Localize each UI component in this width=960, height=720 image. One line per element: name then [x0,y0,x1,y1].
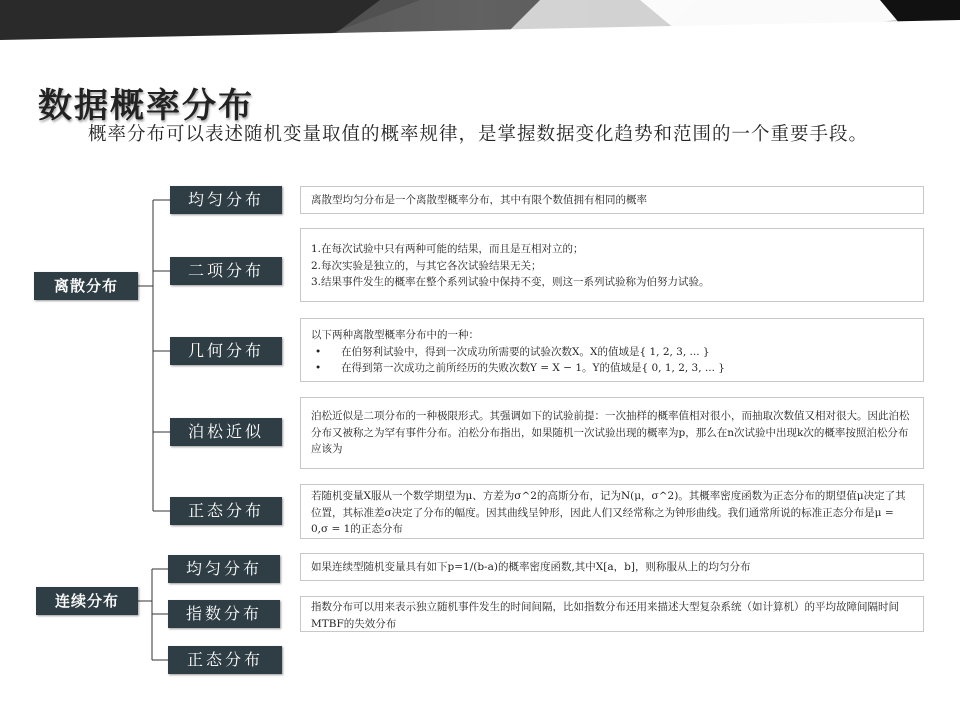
desc-poisson [300,397,924,469]
desc-text: 泊松近似是二项分布的一种极限形式。其强调如下的试验前提：一次抽样的概率值相对很小，而抽取次数值又相对很大。因此泊松分布又被称之为罕有事件分布。泊松分布指出，如果随机一次试验出现的概率为p，那么在n次试验中出现k次的概率按照泊松分布应该为 [311,410,910,455]
desc-continuous-uniform [300,553,924,581]
page-title: 数据概率分布 [38,86,254,126]
desc-intro: 以下两种离散型概率分布中的一种： [311,329,479,341]
category-discrete: 离散分布 [34,272,138,300]
bullet-item: • 在得到第一次成功之前所经历的失败次数Y = X − 1。Y的值域是{ 0, 1, 2, 3, ... } [311,360,913,377]
dist-continuous-uniform: 均匀分布 [168,555,280,583]
desc-line: 1.在每次试验中只有两种可能的结果，而且是互相对立的； [311,243,584,255]
dist-continuous-normal: 正态分布 [168,646,282,674]
desc-line: 3.结果事件发生的概率在整个系列试验中保持不变，则这一系列试验称为伯努力试验。 [311,276,710,288]
category-continuous: 连续分布 [36,587,138,615]
desc-text: 若随机变量X服从一个数学期望为μ、方差为σ^2的高斯分布，记为N(μ，σ^2)。其概率密度函数为正态分布的期望值μ决定了其位置，其标准差σ决定了分布的幅度。因其曲线呈钟形，因此人们又经常称之为钟形曲线。我们通常所说的标准正态分布是μ = 0,σ = 1的正态分布 [311,490,906,535]
dist-binomial: 二项分布 [170,257,282,285]
desc-text: 如果连续型随机变量具有如下p=1/(b-a)的概率密度函数,其中X[a，b]，则称服从上的均匀分布 [311,561,751,573]
desc-geometric [300,318,924,382]
dist-poisson: 泊松近似 [170,418,282,446]
bullet-item: • 在伯努利试验中，得到一次成功所需要的试验次数X。X的值域是{ 1, 2, 3, ... } [311,344,913,361]
desc-text: 离散型均匀分布是一个离散型概率分布，其中有限个数值拥有相同的概率 [311,194,647,206]
desc-binomial [300,228,924,302]
dist-geometric: 几何分布 [170,337,282,365]
desc-discrete-uniform [300,186,924,214]
dist-discrete-uniform: 均匀分布 [170,186,282,214]
desc-bullets [311,344,913,377]
desc-discrete-normal [300,484,924,539]
dist-exponential: 指数分布 [168,600,280,628]
desc-line: 2.每次实验是独立的，与其它各次试验结果无关； [311,259,542,272]
desc-exponential [300,596,924,632]
intro-paragraph: 概率分布可以表述随机变量取值的概率规律，是掌握数据变化趋势和范围的一个重要手段。 [88,124,869,145]
desc-text: 指数分布可以用来表示独立随机事件发生的时间间隔，比如指数分布还用来描述大型复杂系统（如计算机）的平均故障间隔时间MTBF的失效分布 [311,601,899,630]
dist-discrete-normal: 正态分布 [170,497,282,525]
